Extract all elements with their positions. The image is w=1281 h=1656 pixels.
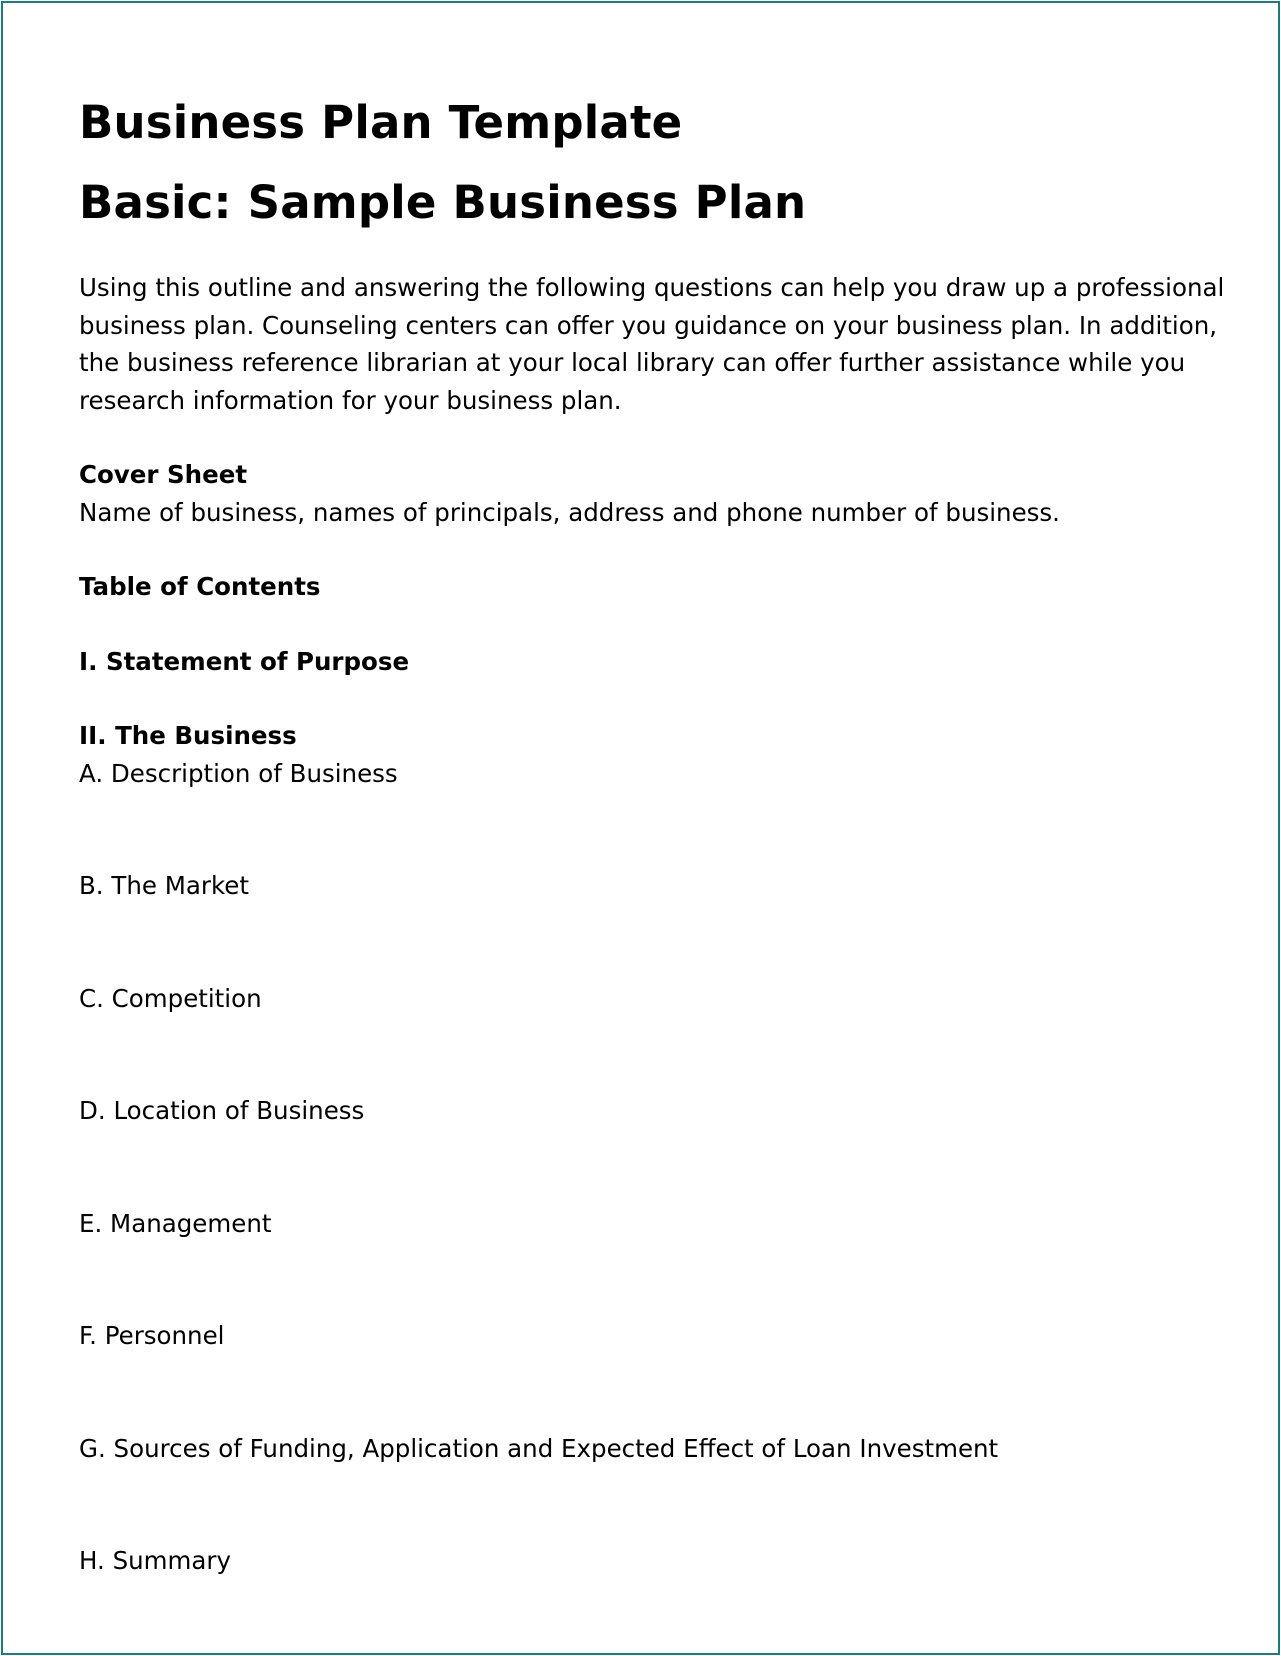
statement-section — [79, 643, 1249, 681]
subsection-description: A. Description of Business — [79, 758, 398, 788]
subsection-summary: H. Summary — [79, 1546, 231, 1575]
cover-sheet-section — [79, 456, 1249, 531]
subsection-market: B. The Market — [79, 871, 249, 900]
subsection-competition: C. Competition — [79, 983, 262, 1013]
cover-sheet-text: Name of business, names of principals, address and phone number of business. — [79, 497, 1060, 527]
document-subtitle: Basic: Sample Business Plan — [79, 176, 807, 229]
subsection-personnel: F. Personnel — [79, 1321, 225, 1350]
business-heading: II. The Business — [79, 721, 297, 750]
document-title: Business Plan Template — [79, 96, 683, 149]
subsection-management: E. Management — [79, 1208, 272, 1238]
document-content — [79, 83, 1249, 1655]
cover-sheet-heading: Cover Sheet — [79, 460, 248, 489]
toc-heading: Table of Contents — [79, 572, 321, 601]
subsection-location: D. Location of Business — [79, 1096, 365, 1125]
business-section — [79, 717, 1249, 1580]
statement-heading: I. Statement of Purpose — [79, 646, 410, 676]
intro-paragraph: Using this outline and answering the following questions can help you draw up a professional business plan. Counseling centers can offer you guidance on your business plan. In addition, the business reference librarian at your local library can offer further assistance while you research information for your business plan. — [79, 273, 1225, 415]
toc-section — [79, 568, 1249, 606]
subsection-funding: G. Sources of Funding, Application and Expected Effect of Loan Investment — [79, 1433, 999, 1463]
business-subsection-list — [79, 755, 1249, 1580]
document-page — [1, 1, 1280, 1655]
